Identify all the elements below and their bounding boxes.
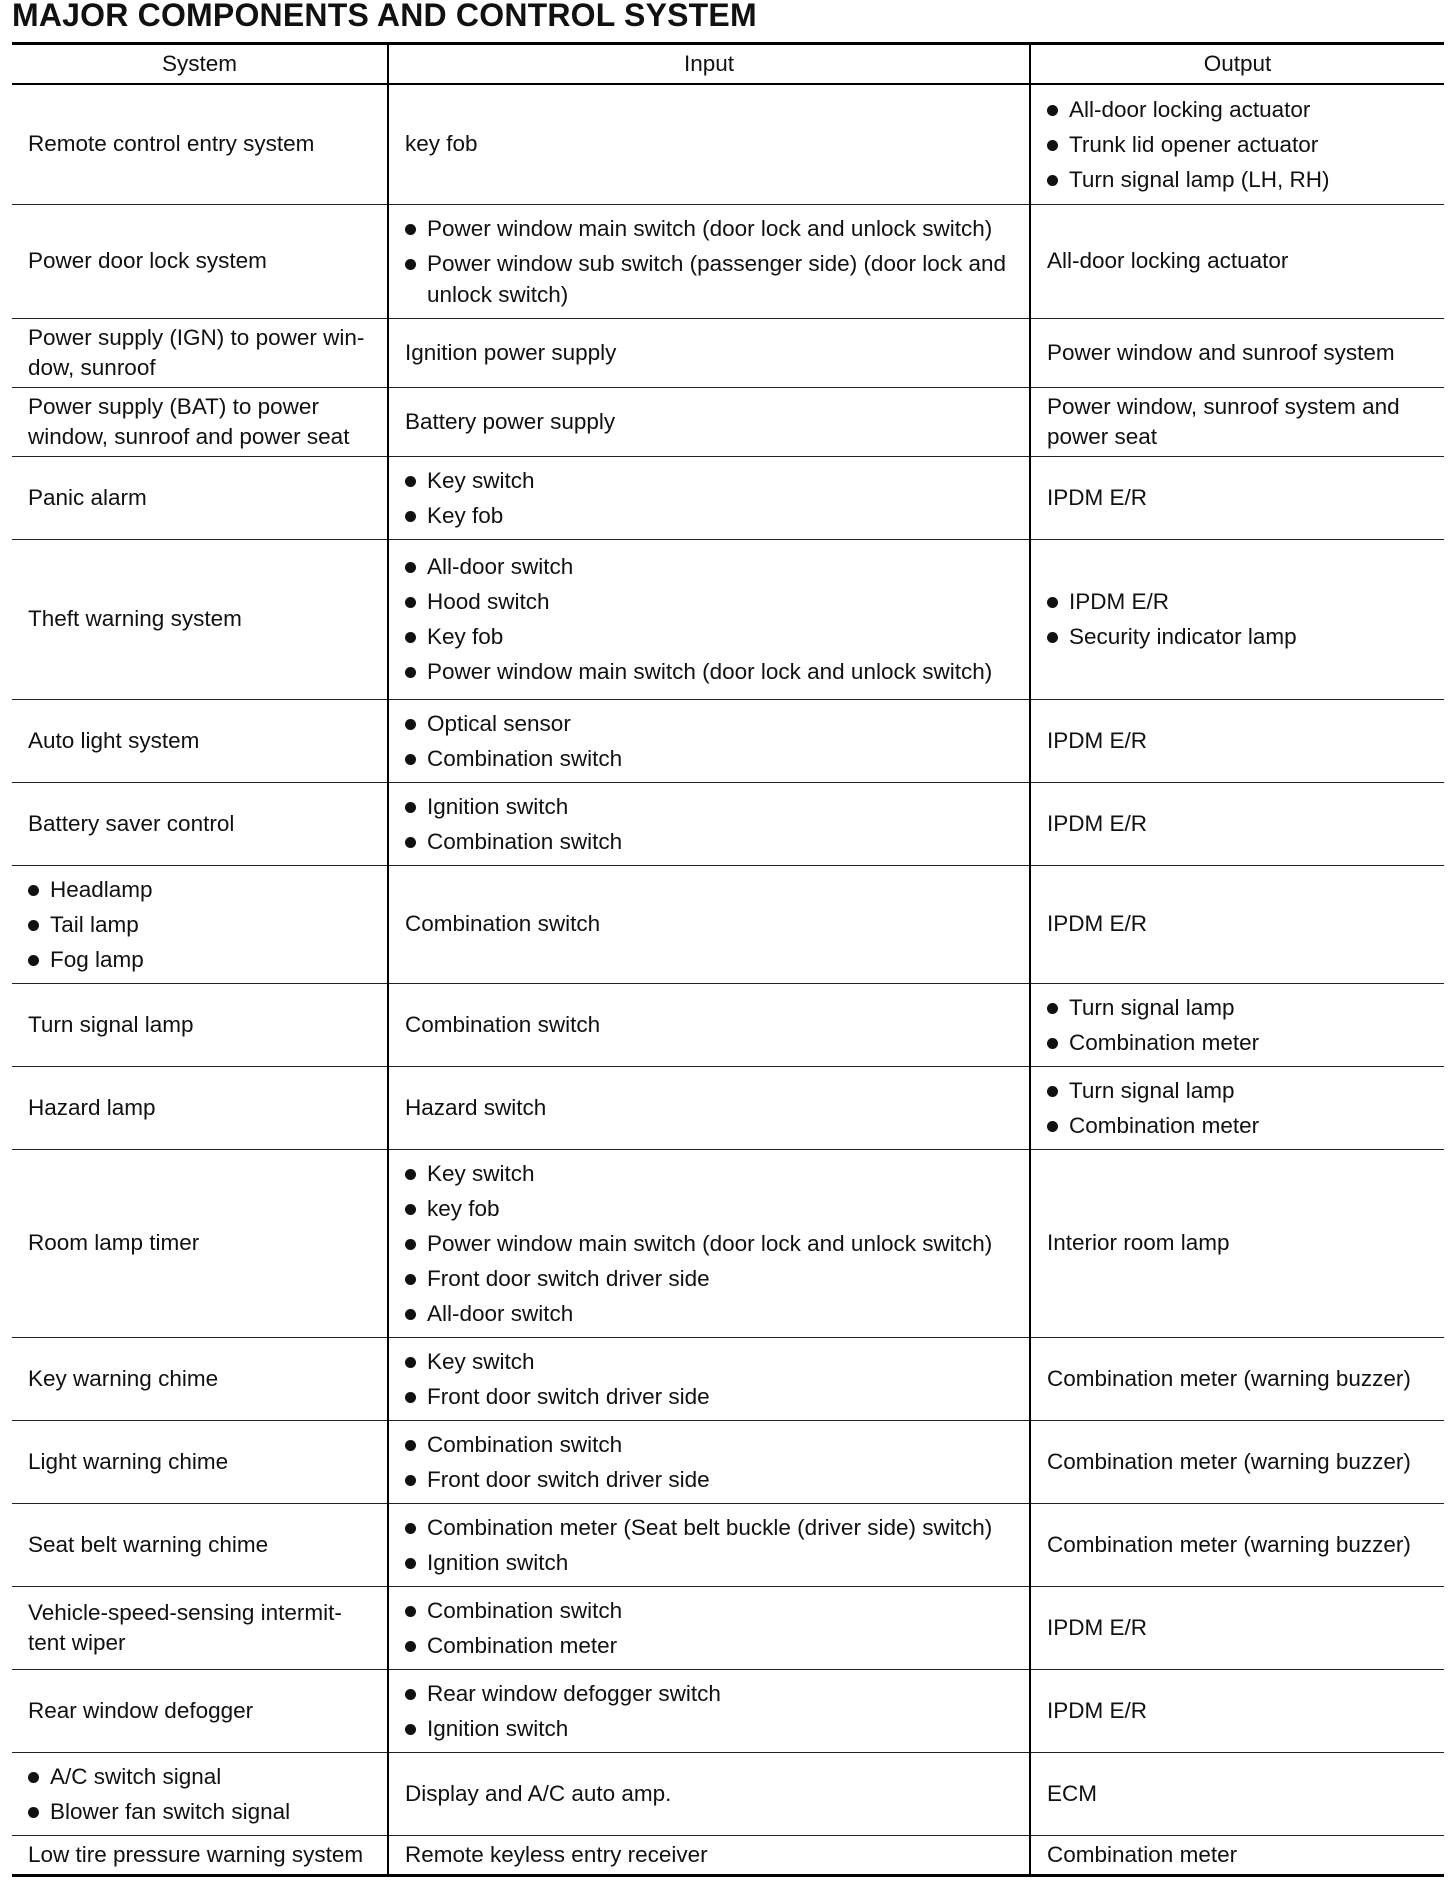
bullet-item: Combination switch [405, 1595, 1019, 1626]
cell-text: Auto light system [28, 727, 200, 753]
cell-output [1030, 1337, 1444, 1420]
cell-text: Power door lock system [28, 248, 267, 273]
bullet-item: Key switch [405, 1158, 1019, 1189]
bullet-list [405, 1429, 1019, 1495]
cell-system [12, 699, 388, 782]
table-row [12, 782, 1444, 865]
cell-text: Ignition power supply [405, 339, 617, 365]
bullet-item: Front door switch driver side [405, 1464, 1019, 1495]
bullet-item: All-door switch [405, 1298, 1019, 1329]
bullet-list [1047, 1075, 1434, 1141]
bullet-item: Headlamp [28, 874, 377, 905]
cell-system [12, 1503, 388, 1586]
cell-text: Light warning chime [28, 1448, 229, 1474]
cell-output [1030, 699, 1444, 782]
cell-system [12, 1752, 388, 1835]
cell-text: Combination meter (warning buzzer) [1047, 1448, 1411, 1474]
bullet-item: Turn signal lamp [1047, 1075, 1434, 1106]
table-row [12, 1586, 1444, 1669]
bullet-item: Hood switch [405, 586, 1019, 617]
cell-text: IPDM E/R [1047, 1697, 1148, 1723]
bullet-item: Power window sub switch (passenger side) (door lock and unlock switch) [405, 248, 1019, 310]
cell-output [1030, 1586, 1444, 1669]
cell-system [12, 456, 388, 539]
cell-output [1030, 318, 1444, 387]
table-row [12, 1149, 1444, 1337]
cell-text: Key warning chime [28, 1365, 219, 1391]
table-row [12, 456, 1444, 539]
cell-system [12, 983, 388, 1066]
table-header-row [12, 44, 1444, 85]
cell-text: Display and A/C auto amp. [405, 1780, 672, 1806]
cell-text: Vehicle-speed-sensing intermit-tent wiper [28, 1599, 342, 1655]
cell-output [1030, 1669, 1444, 1752]
bullet-item: Power window main switch (door lock and unlock switch) [405, 213, 1019, 244]
cell-text: Combination meter (warning buzzer) [1047, 1531, 1411, 1557]
cell-text: Turn signal lamp [28, 1011, 194, 1037]
bullet-list [405, 551, 1019, 687]
bullet-item: Blower fan switch signal [28, 1796, 377, 1827]
table-row [12, 983, 1444, 1066]
cell-text: Combination switch [405, 911, 601, 936]
cell-input [388, 865, 1030, 983]
cell-input [388, 782, 1030, 865]
cell-input [388, 539, 1030, 699]
bullet-item: Optical sensor [405, 708, 1019, 739]
cell-text: Combination switch [405, 1011, 601, 1037]
bullet-list [28, 874, 377, 975]
bullet-item: A/C switch signal [28, 1761, 377, 1792]
cell-output [1030, 539, 1444, 699]
bullet-list [28, 1761, 377, 1827]
cell-text: Power window and sunroof system [1047, 339, 1395, 365]
cell-input [388, 318, 1030, 387]
cell-text: Battery power supply [405, 408, 616, 434]
table-row [12, 387, 1444, 456]
cell-input [388, 1835, 1030, 1875]
cell-system [12, 1835, 388, 1875]
bullet-item: Trunk lid opener actuator [1047, 129, 1434, 160]
bullet-item: IPDM E/R [1047, 586, 1434, 617]
cell-system [12, 1420, 388, 1503]
cell-text: IPDM E/R [1047, 810, 1148, 836]
cell-output [1030, 865, 1444, 983]
bullet-item: Fog lamp [28, 944, 377, 975]
table-row [12, 1835, 1444, 1875]
bullet-list [405, 791, 1019, 857]
cell-text: IPDM E/R [1047, 1614, 1148, 1640]
cell-system [12, 1337, 388, 1420]
bullet-item: Ignition switch [405, 1713, 1019, 1744]
cell-system [12, 1066, 388, 1149]
cell-input [388, 1420, 1030, 1503]
cell-text: Power supply (BAT) to power window, sunroof and power seat [28, 393, 350, 449]
bullet-list [405, 708, 1019, 774]
cell-input [388, 1066, 1030, 1149]
cell-text: Power supply (IGN) to power win-dow, sunroof [28, 324, 365, 380]
bullet-item: Security indicator lamp [1047, 621, 1434, 652]
components-table [12, 42, 1444, 1877]
cell-text: All-door locking actuator [1047, 248, 1289, 273]
cell-output [1030, 84, 1444, 204]
header-system: System [12, 44, 388, 85]
bullet-list [405, 213, 1019, 310]
table-row [12, 1752, 1444, 1835]
cell-system [12, 1669, 388, 1752]
cell-text: Remote keyless entry receiver [405, 1841, 708, 1867]
cell-text: Low tire pressure warning system [28, 1841, 364, 1867]
table-body [12, 84, 1444, 1875]
bullet-item: Combination meter [1047, 1110, 1434, 1141]
table-row [12, 539, 1444, 699]
bullet-list [405, 1595, 1019, 1661]
cell-text: IPDM E/R [1047, 727, 1148, 753]
cell-system [12, 318, 388, 387]
table-row [12, 1337, 1444, 1420]
cell-text: Hazard switch [405, 1094, 547, 1120]
cell-text: Power window, sunroof system and power seat [1047, 393, 1400, 449]
cell-input [388, 1149, 1030, 1337]
cell-system [12, 782, 388, 865]
cell-text: Rear window defogger [28, 1697, 254, 1723]
cell-output [1030, 983, 1444, 1066]
cell-input [388, 1586, 1030, 1669]
bullet-item: Ignition switch [405, 1547, 1019, 1578]
table-row [12, 1669, 1444, 1752]
bullet-item: Combination switch [405, 743, 1019, 774]
cell-text: Remote control entry system [28, 131, 315, 157]
bullet-item: Combination switch [405, 826, 1019, 857]
table-row [12, 865, 1444, 983]
cell-output [1030, 1420, 1444, 1503]
bullet-item: Combination meter (Seat belt buckle (driver side) switch) [405, 1512, 1019, 1543]
cell-text: Panic alarm [28, 484, 147, 510]
cell-output [1030, 1752, 1444, 1835]
cell-input [388, 1669, 1030, 1752]
cell-text: Combination meter (warning buzzer) [1047, 1365, 1411, 1391]
bullet-item: key fob [405, 1193, 1019, 1224]
bullet-list [1047, 992, 1434, 1058]
bullet-list [405, 1512, 1019, 1578]
cell-system [12, 539, 388, 699]
cell-output [1030, 387, 1444, 456]
cell-system [12, 1586, 388, 1669]
table-row [12, 204, 1444, 318]
cell-input [388, 1337, 1030, 1420]
bullet-list [405, 465, 1019, 531]
cell-system [12, 865, 388, 983]
bullet-item: Key fob [405, 500, 1019, 531]
table-row [12, 699, 1444, 782]
header-output: Output [1030, 44, 1444, 85]
bullet-list [405, 1346, 1019, 1412]
bullet-item: All-door switch [405, 551, 1019, 582]
bullet-list [405, 1678, 1019, 1744]
cell-system [12, 387, 388, 456]
bullet-list [405, 1158, 1019, 1329]
cell-text: Battery saver control [28, 810, 235, 836]
bullet-item: Key switch [405, 465, 1019, 496]
cell-output [1030, 204, 1444, 318]
bullet-list [1047, 586, 1434, 652]
bullet-item: Turn signal lamp (LH, RH) [1047, 164, 1434, 195]
cell-system [12, 1149, 388, 1337]
bullet-item: Tail lamp [28, 909, 377, 940]
cell-system [12, 204, 388, 318]
bullet-item: Combination meter [1047, 1027, 1434, 1058]
bullet-item: Combination meter [405, 1630, 1019, 1661]
bullet-item: Key fob [405, 621, 1019, 652]
cell-output [1030, 782, 1444, 865]
cell-text: Seat belt warning chime [28, 1531, 269, 1557]
bullet-item: Front door switch driver side [405, 1381, 1019, 1412]
cell-input [388, 983, 1030, 1066]
cell-output [1030, 1503, 1444, 1586]
bullet-item: Power window main switch (door lock and unlock switch) [405, 656, 1019, 687]
cell-text: IPDM E/R [1047, 484, 1148, 510]
cell-text: key fob [405, 131, 478, 157]
bullet-item: Rear window defogger switch [405, 1678, 1019, 1709]
cell-output [1030, 1149, 1444, 1337]
cell-output [1030, 1066, 1444, 1149]
table-row [12, 84, 1444, 204]
cell-text: ECM [1047, 1780, 1097, 1806]
table-row [12, 1066, 1444, 1149]
cell-input [388, 1752, 1030, 1835]
table-row [12, 1503, 1444, 1586]
bullet-item: All-door locking actuator [1047, 94, 1434, 125]
cell-input [388, 1503, 1030, 1586]
bullet-item: Combination switch [405, 1429, 1019, 1460]
table-row [12, 1420, 1444, 1503]
cell-text: Hazard lamp [28, 1094, 156, 1120]
cell-text: Combination meter [1047, 1841, 1238, 1867]
cell-input [388, 204, 1030, 318]
cell-text: Theft warning system [28, 606, 242, 631]
cell-text: Interior room lamp [1047, 1230, 1230, 1255]
bullet-item: Ignition switch [405, 791, 1019, 822]
table-row [12, 318, 1444, 387]
bullet-item: Turn signal lamp [1047, 992, 1434, 1023]
bullet-item: Front door switch driver side [405, 1263, 1019, 1294]
cell-text: Room lamp timer [28, 1230, 200, 1255]
cell-input [388, 387, 1030, 456]
page-title: MAJOR COMPONENTS AND CONTROL SYSTEM [12, 0, 757, 33]
bullet-item: Key switch [405, 1346, 1019, 1377]
cell-output [1030, 456, 1444, 539]
cell-input [388, 456, 1030, 539]
bullet-list [1047, 94, 1434, 195]
cell-input [388, 699, 1030, 782]
cell-output [1030, 1835, 1444, 1875]
cell-text: IPDM E/R [1047, 911, 1148, 936]
bullet-item: Power window main switch (door lock and unlock switch) [405, 1228, 1019, 1259]
cell-input [388, 84, 1030, 204]
cell-system [12, 84, 388, 204]
header-input: Input [388, 44, 1030, 85]
